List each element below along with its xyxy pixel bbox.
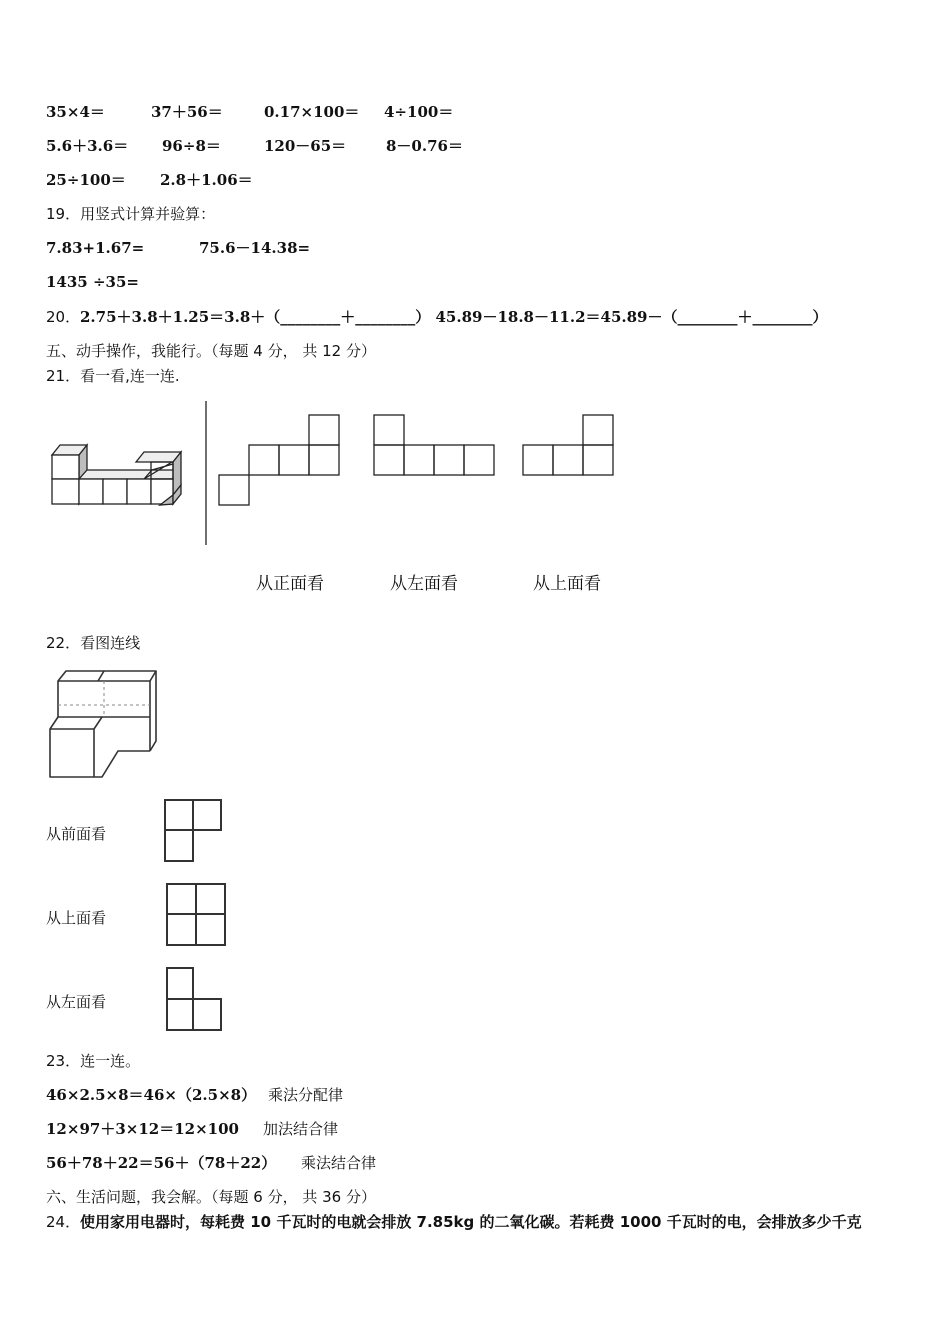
question-23-title: 23．连一连。 bbox=[46, 1052, 141, 1070]
question-19-title: 19．用竖式计算并验算： bbox=[46, 205, 216, 223]
calc-item: 96÷8＝ bbox=[162, 137, 221, 155]
calc-item: 2.8＋1.06＝ bbox=[160, 171, 253, 189]
law-expression: 56＋78＋22＝56＋（78＋22） bbox=[46, 1154, 277, 1172]
view-shape-3 bbox=[523, 415, 613, 475]
question-20-number: 20． bbox=[46, 308, 81, 326]
question-24-number: 24． bbox=[46, 1213, 81, 1231]
view-label-front: 从前面看 bbox=[46, 825, 107, 843]
view-shape-front bbox=[165, 800, 221, 861]
law-name: 乘法分配律 bbox=[268, 1086, 344, 1104]
view-label-left: 从左面看 bbox=[390, 574, 458, 594]
q22-view-shapes bbox=[162, 795, 232, 1040]
cube-stack-3d bbox=[52, 445, 181, 505]
law-expression: 12×97＋3×12＝12×100 bbox=[46, 1120, 239, 1138]
law-expression: 46×2.5×8＝46×（2.5×8） bbox=[46, 1086, 257, 1104]
view-label-top: 从上面看 bbox=[46, 909, 107, 927]
law-name: 乘法结合律 bbox=[301, 1154, 377, 1172]
calc-item: 8－0.76＝ bbox=[386, 137, 463, 155]
view-label-top: 从上面看 bbox=[533, 574, 601, 594]
question-24-text: 使用家用电器时，每耗费 10 千瓦时的电就会排放 7.85kg 的二氧化碳。若耗费 1000 千瓦时的电，会排放多少千克 bbox=[80, 1213, 862, 1231]
view-label-front: 从正面看 bbox=[256, 574, 324, 594]
question-22-title: 22．看图连线 bbox=[46, 634, 141, 652]
view-shape-left bbox=[167, 968, 221, 1030]
solid-block-figure bbox=[44, 665, 159, 783]
section-6-heading: 六、生活问题，我会解。（每题 6 分， 共 36 分） bbox=[46, 1188, 376, 1206]
calc-item: 4÷100＝ bbox=[384, 103, 454, 121]
vertical-calc-item: 75.6－14.38= bbox=[199, 239, 311, 257]
vertical-calc-item: 1435 ÷35= bbox=[46, 273, 139, 291]
cube-views-figure bbox=[40, 395, 660, 555]
view-label-left: 从左面看 bbox=[46, 993, 107, 1011]
calc-item: 5.6＋3.6＝ bbox=[46, 137, 129, 155]
view-shape-1 bbox=[219, 415, 339, 505]
calc-item: 35×4＝ bbox=[46, 103, 105, 121]
view-shape-2 bbox=[374, 415, 494, 475]
question-20-text: 2.75＋3.8＋1.25＝3.8＋（________＋________） 45.89－18.8－11.2＝45.89－（________＋________） bbox=[80, 308, 828, 326]
section-5-heading: 五、动手操作，我能行。（每题 4 分， 共 12 分） bbox=[46, 342, 376, 360]
calc-item: 37＋56＝ bbox=[151, 103, 223, 121]
question-21-title: 21．看一看,连一连. bbox=[46, 367, 180, 385]
calc-item: 120－65＝ bbox=[264, 137, 347, 155]
view-shape-top bbox=[167, 884, 225, 945]
calc-item: 0.17×100＝ bbox=[264, 103, 360, 121]
law-name: 加法结合律 bbox=[263, 1120, 339, 1138]
vertical-calc-item: 7.83+1.67= bbox=[46, 239, 145, 257]
calc-item: 25÷100＝ bbox=[46, 171, 126, 189]
